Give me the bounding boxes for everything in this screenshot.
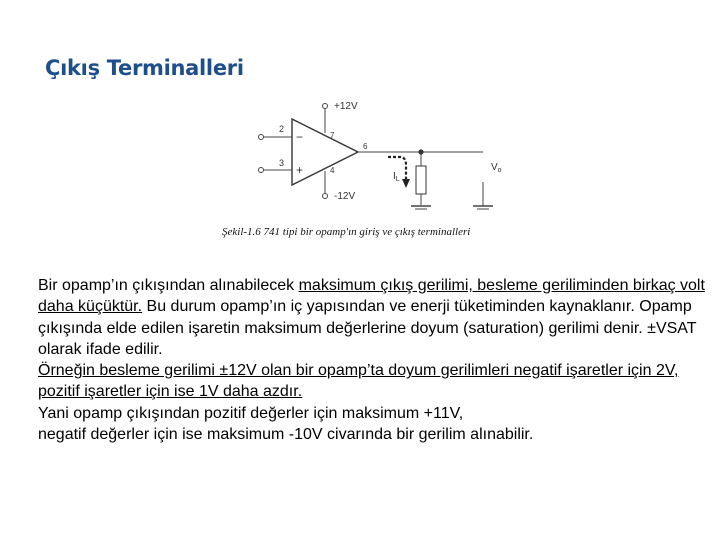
paragraph-2: Örneğin besleme gerilimi ±12V olan bir opamp’ta doyum gerilimleri negatif işaretler için 2V, pozitif işaretler için ise 1V daha azdır. [38,362,679,401]
paragraph-4: negatif değerler için ise maksimum -10V civarında bir gerilim alınabilir. [38,426,534,444]
input-terminal-3 [259,168,264,173]
supply-terminal-positive [323,104,328,109]
label-il: $I_L$ [393,171,400,183]
label-vminus: -12V [334,191,356,202]
label-pin4: 4 [330,166,335,175]
paragraph-1: Bir opamp’ın çıkışından alınabilecek maksimum çıkış gerilimi, besleme geriliminden birkaç volt daha küçüktür. Bu durum opamp’ın iç yapısından ve enerji tüketiminden kaynaklanır. Opamp çıkışında elde edilen işaretin maksimum değerlerine doyum (saturation) gerilimi denir. ±VSAT olarak ifade edilir. [38,277,705,358]
label-plus-sign: + [296,163,304,177]
label-pin2: 2 [279,124,285,134]
supply-terminal-negative [323,194,328,199]
label-pin6: 6 [363,142,368,151]
label-pin7: 7 [330,131,335,140]
label-vo: $V_o$ [491,162,502,174]
paragraph-3: Yani opamp çıkışından pozitif değerler için maksimum +11V, [38,404,464,422]
load-resistor [416,166,426,194]
label-vplus: +12V [334,101,358,112]
slide-title: Çıkış Terminalleri [45,56,244,80]
current-arrowhead [402,179,410,188]
input-terminal-2 [259,135,264,140]
label-minus-sign: − [296,130,304,144]
opamp-output-diagram [248,95,502,220]
label-pin3: 3 [279,158,285,168]
figure-caption: Şekil-1.6 741 tipi bir opamp'ın giriş ve çıkış terminalleri [222,226,471,238]
body-text [38,275,708,445]
